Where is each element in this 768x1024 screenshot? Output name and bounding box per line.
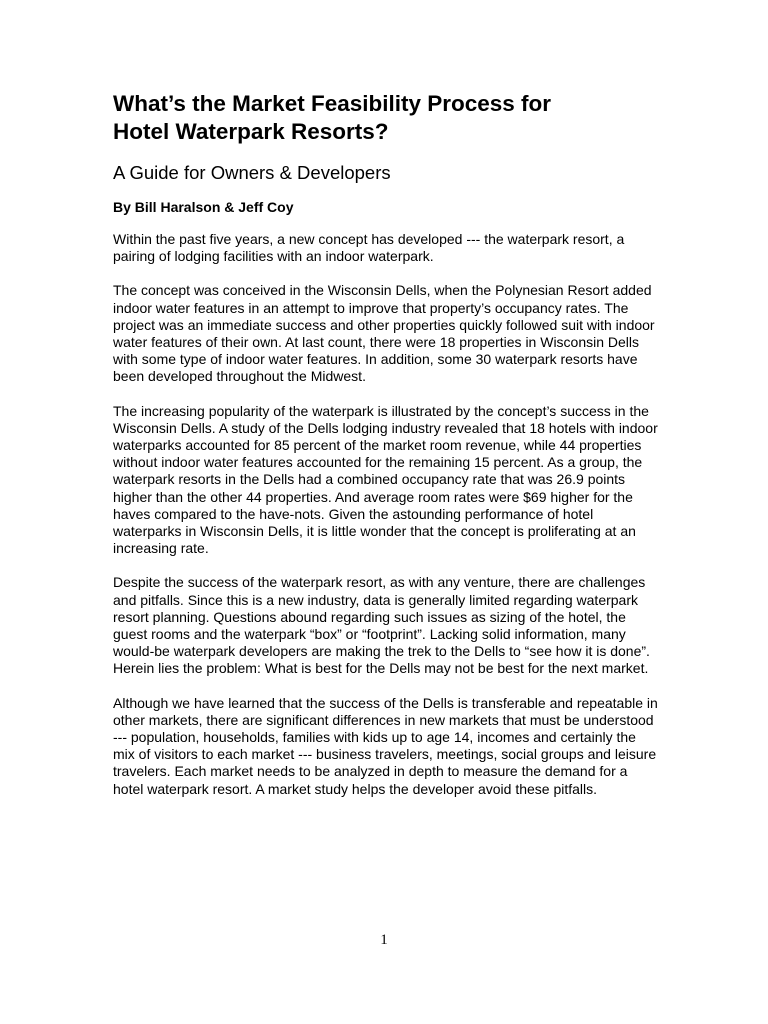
paragraph-2: The concept was conceived in the Wisconsin Dells, when the Polynesian Resort added indoor water features in an attempt to improve that property’s occupancy rates. The project was an immediate success and other properties quickly followed suit with indoor water features of their own. At last count, there were 18 properties in Wisconsin Dells with some type of indoor water features. In addition, some 30 waterpark resorts have been developed throughout the Midwest. [113,282,655,385]
paragraph-5: Although we have learned that the success of the Dells is transferable and repeatable in other markets, there are significant differences in new markets that must be understood --- population, households, families with kids up to age 14, incomes and certainly the mix of visitors to each market --- business travelers, meetings, social groups and leisure travelers. Each market needs to be analyzed in depth to measure the demand for a hotel waterpark resort. A market study helps the developer avoid these pitfalls. [113,694,658,797]
title-line-2: Hotel Waterpark Resorts? [113,119,389,144]
paragraph-1: Within the past five years, a new concept has developed --- the waterpark resort, a pairing of lodging facilities with an indoor waterpark. [113,231,625,265]
document-subtitle: A Guide for Owners & Developers [113,162,391,183]
paragraph-4: Despite the success of the waterpark resort, as with any venture, there are challenges and pitfalls. Since this is a new industry, data is generally limited regarding waterpark resort planning. Questions abound regarding such issues as sizing of the hotel, the guest rooms and the waterpark “box” or “footprint”. Lacking solid information, many would-be waterpark developers are making the trek to the Dells to “see how it is done”. Herein lies the problem: What is best for the Dells may not be best for the next market. [113,574,650,677]
author-byline: By Bill Haralson & Jeff Coy [113,199,294,215]
document-page [113,90,658,798]
paragraph-3: The increasing popularity of the waterpark is illustrated by the concept’s success in the Wisconsin Dells. A study of the Dells lodging industry revealed that 18 hotels with indoor waterparks accounted for 85 percent of the market room revenue, while 44 properties without indoor water features accounted for the remaining 15 percent. As a group, the waterpark resorts in the Dells had a combined occupancy rate that was 26.9 points higher than the other 44 properties. And average room rates were $69 higher for the haves compared to the have-nots. Given the astounding performance of hotel waterparks in Wisconsin Dells, it is little wonder that the concept is proliferating at an increasing rate. [113,402,658,557]
page-number: 1 [380,932,388,948]
document-title [113,90,658,146]
title-line-1: What’s the Market Feasibility Process for [113,91,552,116]
